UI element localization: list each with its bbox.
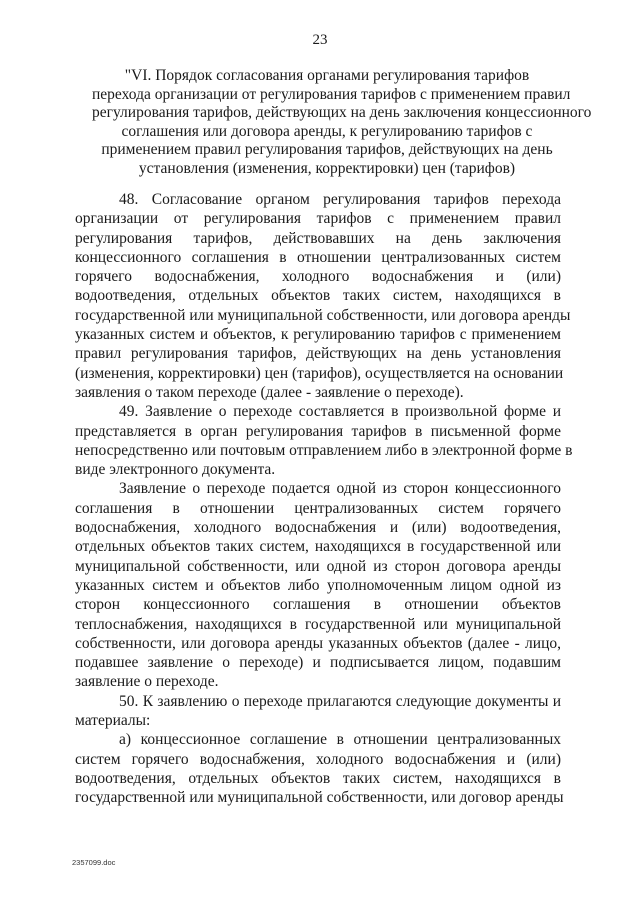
paragraph-line: водоотведения, отдельных объектов таких систем, находящихся в <box>75 769 561 787</box>
paragraph-line: подавшее заявление о переходе) и подписывается лицом, подавшим <box>75 654 561 672</box>
paragraph-line: концессионного соглашения в отношении централизованных систем <box>75 248 561 266</box>
heading-line: перехода организации от регулирования тарифов с применением правил <box>92 85 571 103</box>
paragraph-line: муниципальной собственности, или одной из сторон договора аренды <box>75 557 561 575</box>
paragraph-line: правил регулирования тарифов, действующих на день установления <box>75 345 561 363</box>
paragraph-line: 50. К заявлению о переходе прилагаются следующие документы и <box>119 692 561 710</box>
paragraph-line: виде электронного документа. <box>75 461 276 479</box>
paragraph-line: сторон концессионного соглашения в отношении объектов <box>75 596 561 614</box>
paragraph-line: государственной или муниципальной собственности, или договор аренды <box>75 789 564 807</box>
paragraph-line: заявления о таком переходе (далее - заявление о переходе). <box>75 383 464 401</box>
paragraph-line: а) концессионное соглашение в отношении централизованных <box>119 731 561 749</box>
paragraph-line: 48. Согласование органом регулирования тарифов перехода <box>119 191 561 208</box>
paragraph-line: указанных систем и объектов либо уполномоченным лицом одной из <box>75 576 561 594</box>
paragraph-line: организации от регулирования тарифов с применением правил <box>75 210 561 228</box>
heading-line: соглашения или договора аренды, к регулированию тарифов с <box>121 122 533 140</box>
paragraph-line: теплоснабжения, находящихся в государственной или муниципальной <box>75 615 561 633</box>
heading-line: регулирования тарифов, действующих на день заключения концессионного <box>92 104 592 121</box>
paragraph-line: материалы: <box>75 712 151 730</box>
document-body <box>75 190 573 808</box>
page-number: 23 <box>312 32 328 48</box>
paragraph-line: указанных систем и объектов, к регулированию тарифов с применением <box>75 326 561 344</box>
heading-line: "VI. Порядок согласования органами регулирования тарифов <box>124 67 530 84</box>
paragraph-line: горячего водоснабжения, холодного водоснабжения и (или) <box>75 268 561 286</box>
paragraph-line: водоотведения, отдельных объектов таких систем, находящихся в <box>75 287 561 305</box>
section-heading <box>92 67 592 178</box>
heading-line: установления (изменения, корректировки) цен (тарифов) <box>138 159 516 177</box>
paragraph-line: 49. Заявление о переходе составляется в произвольной форме и <box>119 403 561 421</box>
paragraph-line: регулирования тарифов, действовавших на день заключения <box>75 229 561 247</box>
paragraph-line: Заявление о переходе подается одной из сторон концессионного <box>119 480 561 498</box>
paragraph-line: отдельных объектов таких систем, находящихся в государственной или <box>75 538 561 556</box>
paragraph-line: (изменения, корректировки) цен (тарифов), осуществляется на основании <box>75 364 564 382</box>
paragraph-line: собственности, или договора аренды указанных объектов (далее - лицо, <box>75 634 561 652</box>
paragraph-line: государственной или муниципальной собственности, или договора аренды <box>75 306 571 324</box>
paragraph-line: водоснабжения, холодного водоснабжения и (или) водоотведения, <box>75 519 561 537</box>
paragraph-line: соглашения в отношении централизованных систем горячего <box>75 499 561 517</box>
paragraph-line: заявление о переходе. <box>75 673 219 691</box>
heading-line: применением правил регулирования тарифов, действующих на день <box>101 141 553 158</box>
document-file-reference: 2357099.doc <box>72 858 116 867</box>
paragraph-line: систем горячего водоснабжения, холодного водоснабжения и (или) <box>75 750 561 768</box>
paragraph-line: непосредственно или почтовым отправлением либо в электронной форме в <box>75 441 573 459</box>
paragraph-line: представляется в орган регулирования тарифов в письменной форме <box>75 422 561 440</box>
